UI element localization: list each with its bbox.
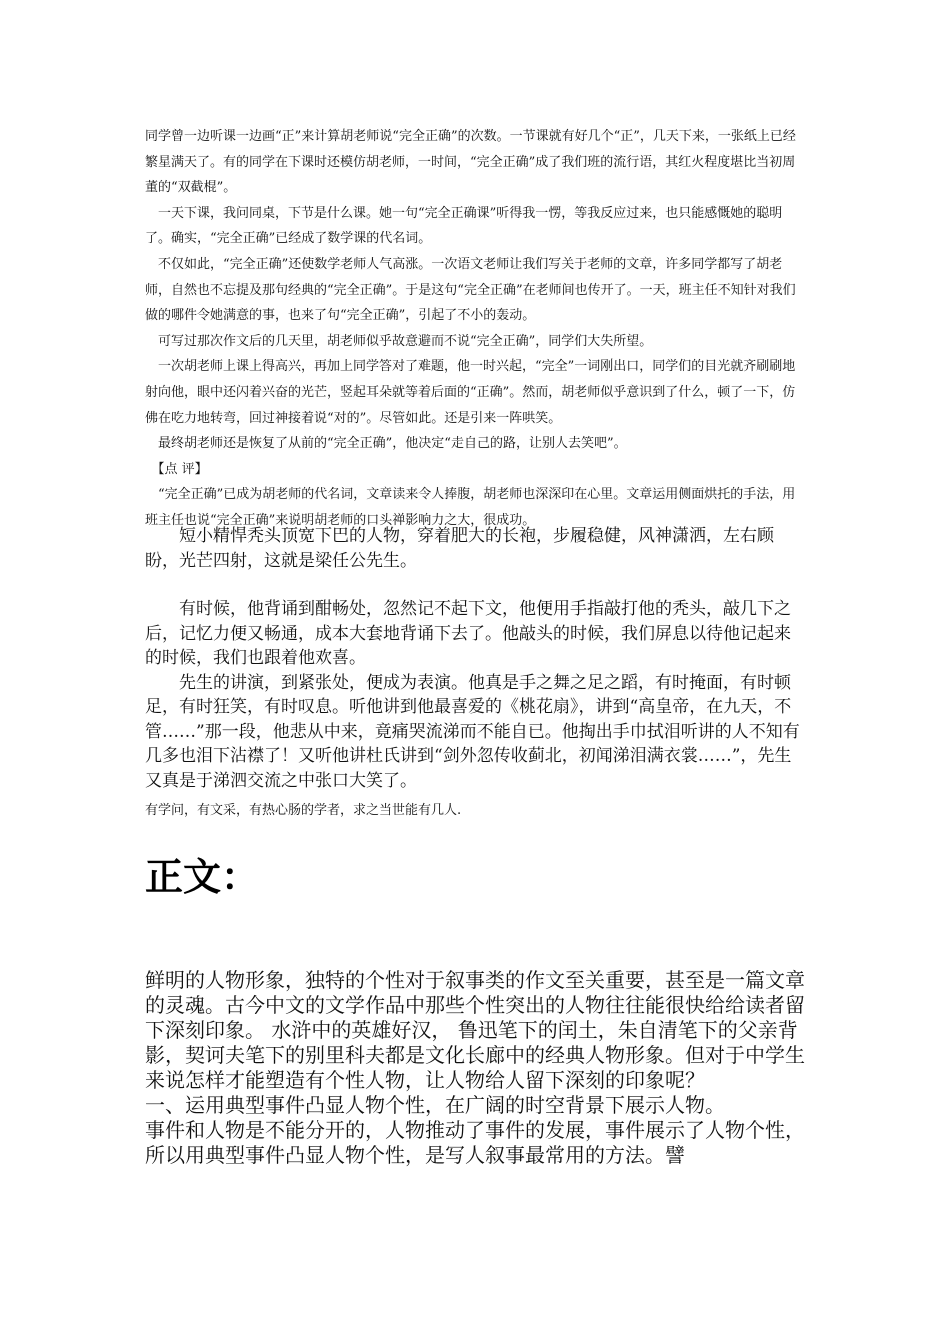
paragraph: 一次胡老师上课上得高兴，再加上同学答对了难题，他一时兴起，“完全”一词刚出口，同学们的目光就齐刷刷地射向他，眼中还闪着兴奋的光芒，竖起耳朵就等着后面的“正确”。然而，胡老师似乎意识到了什么，顿了一下，仿佛在吃力地转弯，回过神接着说“对的”。尽管如此。还是引来一阵哄笑。 [145,359,796,426]
main-body [145,968,807,1168]
paragraph: 短小精悍秃头顶宽下巴的人物，穿着肥大的长袍，步履稳健，风神潇洒，左右顾盼，光芒四射，这就是梁任公先生。 [145,526,774,571]
subheading: 一、运用典型事件凸显人物个性，在广阔的时空背景下展示人物。 [145,1093,725,1117]
comment-paragraph: “完全正确”已成为胡老师的代名词，文章读来令人捧腹，胡老师也深深印在心里。文章运用侧面烘托的手法，用班主任也说“完全正确”来说明胡老师的口头禅影响力之大，很成功。 [145,487,796,528]
paragraph: 一天下课，我问同桌，下节是什么课。她一句“完全正确课”听得我一愣，等我反应过来，也只能感慨她的聪明了。确实，“完全正确”已经成了数学课的代名词。 [145,205,783,247]
paragraph: 最终胡老师还是恢复了从前的“完全正确”，他决定“走自己的路，让别人去笑吧”。 [145,436,627,452]
paragraph: 有时候，他背诵到酣畅处，忽然记不起下文，他便用手指敲打他的秃头，敲几下之后，记忆力便又畅通，成本大套地背诵下去了。他敲头的时候，我们屏息以待他记起来的时候，我们也跟着他欢喜。 [145,599,791,668]
paragraph: 同学曾一边听课一边画“正”来计算胡老师说“完全正确”的次数。一节课就有好几个“正”，几天下来，一张纸上已经繁星满天了。有的同学在下课时还模仿胡老师，一时间，“完全正确”成了我们班的流行语，其红火程度堪比当初周董的“双截棍”。 [145,129,796,196]
article-liang-rengong [145,524,807,793]
paragraph: 事件和人物是不能分开的，人物推动了事件的发展，事件展示了人物个性，所以用典型事件凸显人物个性，是写人叙事最常用的方法。譬 [145,1118,805,1167]
paragraph: 先生的讲演，到紧张处，便成为表演。他真是手之舞之足之蹈，有时掩面，有时顿足，有时狂笑，有时叹息。听他讲到他最喜爱的《桃花扇》，讲到“高皇帝，在九天，不管……”那一段，他悲从中来，竟痛哭流涕而不能自已。他掏出手巾拭泪听讲的人不知有几多也泪下沾襟了！又听他讲杜氏讲到“剑外忽传收蓟北，初闻涕泪满衣裳……”，先生又真是于涕泗交流之中张口大笑了。 [145,672,800,791]
paragraph: 鲜明的人物形象，独特的个性对于叙事类的作文至关重要，甚至是一篇文章的灵魂。古今中文的文学作品中那些个性突出的人物往往能很快给给读者留下深刻印象。 水浒中的英雄好汉， 鲁迅笔下的闰土，朱自清笔下的父亲背影，契诃夫笔下的别里科夫都是文化长廊中的经典人物形象。但对于中学生来说怎样才能塑造有个性人物，让人物给人留下深刻的印象呢？ [145,968,805,1092]
paragraph: 不仅如此，“完全正确”还使数学老师人气高涨。一次语文老师让我们写关于老师的文章，许多同学都写了胡老师，自然也不忘提及那句经典的“完全正确”。于是这句“完全正确”在老师间也传开了。一天，班主任不知针对我们做的哪件令她满意的事，也来了句“完全正确”，引起了不小的轰动。 [145,256,796,324]
section-heading: 正文： [145,855,260,899]
comment-heading: 【点 评】 [145,461,208,477]
paragraph: 可写过那次作文后的几天里，胡老师似乎故意避而不说“完全正确”，同学们大失所望。 [145,333,653,349]
closing-line: 有学问，有文采，有热心肠的学者，求之当世能有几人. [145,803,462,818]
article-complete-correct [145,124,807,534]
